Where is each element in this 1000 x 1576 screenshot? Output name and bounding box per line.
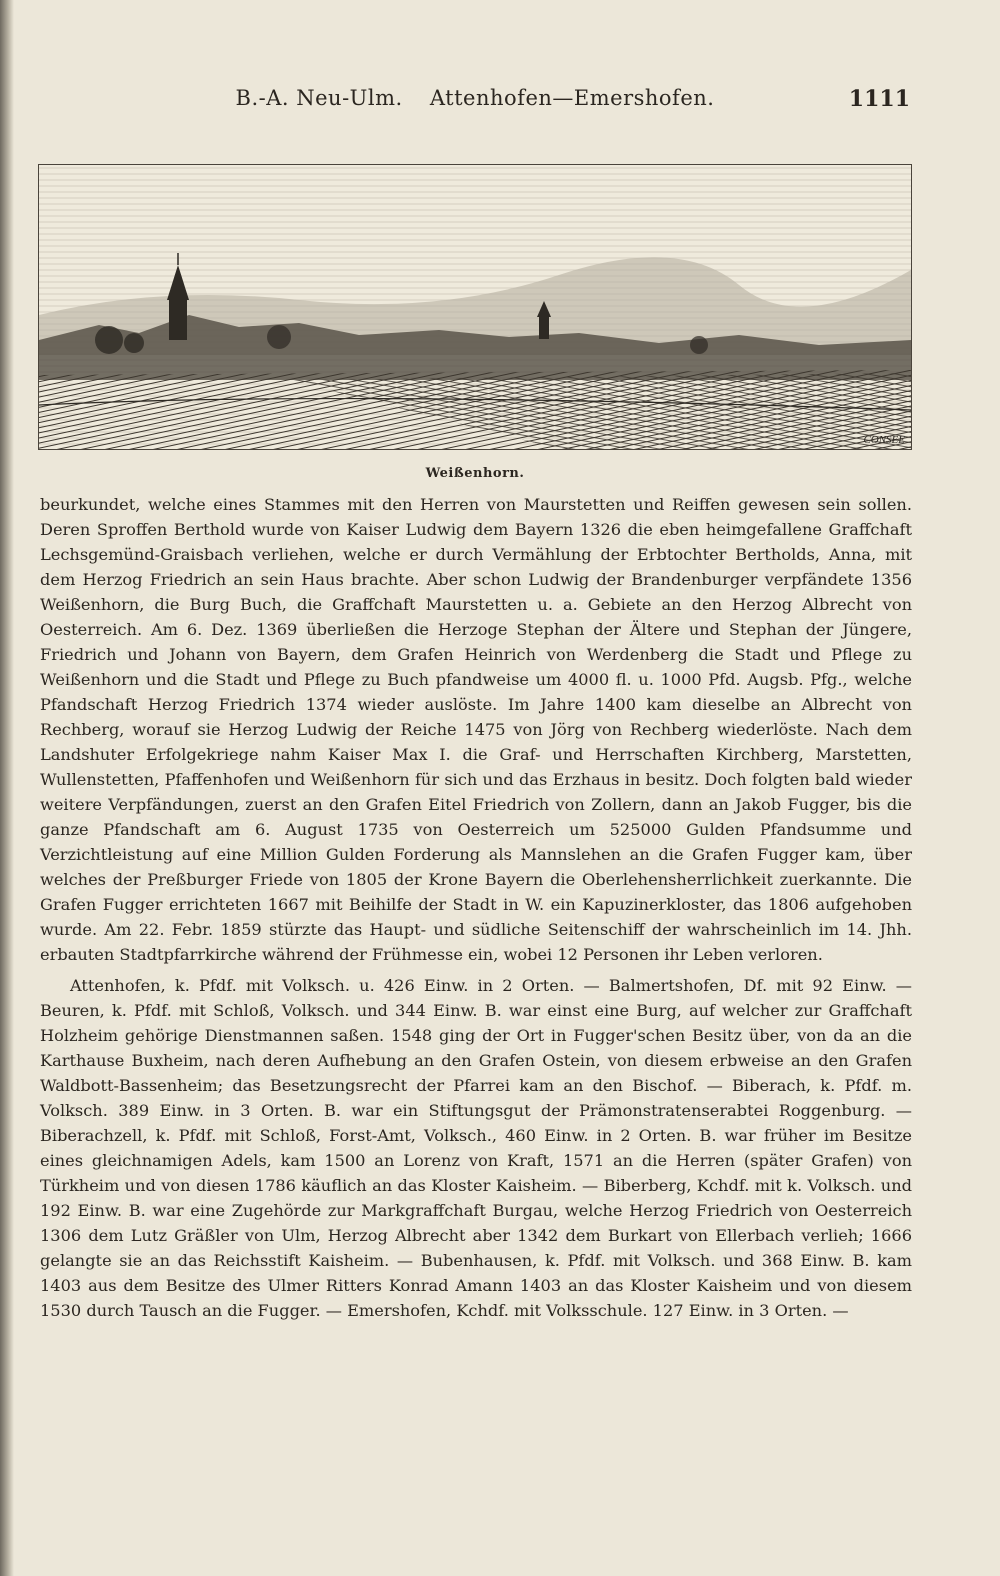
figure-caption: Weißenhorn.: [425, 466, 525, 481]
landscape-engraving: [39, 165, 911, 449]
paragraph: beurkundet, welche eines Stammes mit den Herren von Maurstetten und Reiffen gewesen sein sollen. Deren Sproffen Berthold wurde von Kaiser Ludwig dem Bayern 1326 die eben heimgefallene Graffchaft Lechsgemünd-Graisbach verliehen, welche er durch Vermählung der Erbtochter Bertholds, Anna, mit dem Herzog Friedrich an sein Haus brachte. Aber schon Ludwig der Brandenburger verpfändete 1356 Weißenhorn, die Burg Buch, die Graffchaft Maurstetten u. a. Gebiete an den Herzog Albrecht von Oesterreich. Am 6. Dez. 1369 überließen die Herzoge Stephan der Ältere und Stephan der Jüngere, Friedrich und Johann von Bayern, dem Grafen Heinrich von Werdenberg die Stadt und Pflege zu Weißenhorn und die Stadt und Pflege zu Buch pfandweise um 4000 fl. u. 1000 Pfd. Augsb. Pfg., welche Pfandschaft Herzog Friedrich 1374 wieder auslöste. Im Jahre 1400 kam dieselbe an Albrecht von Rechberg, worauf sie Herzog Ludwig der Reiche 1475 von Jörg von Rechberg wiederlöste. Nach dem Landshuter Erfolgekriege nahm Kaiser Max I. die Graf- und Herrschaften Kirchberg, Marstetten, Wullenstetten, Pfaffenhofen und Weißenhorn für sich und das Erzhaus in besitz. Doch folgten bald wieder weitere Verpfändungen, zuerst an den Grafen Eitel Friedrich von Zollern, dann an Jakob Fugger, bis die ganze Pfandschaft am 6. August 1735 von Oesterreich um 525000 Gulden Pfandsumme und Verzichtleistung auf eine Million Gulden Forderung als Mannslehen an die Grafen Fugger kam, über welches der Preßburger Friede von 1805 der Krone Bayern die Oberlehensherrlichkeit zuerkannte. Die Grafen Fugger errichteten 1667 mit Beihilfe der Stadt in W. ein Kapuzinerkloster, das 1806 aufgehoben wurde. Am 22. Febr. 1859 stürzte das Haupt- und südliche Seitenschiff der wahrscheinlich im 14. Jhh. erbauten Stadtpfarrkirche während der Frühmesse ein, wobei 12 Personen ihr Leben verloren.: [40, 495, 912, 964]
running-header: [40, 86, 910, 122]
page-number: 1111: [848, 86, 910, 112]
book-spine-shadow: [0, 0, 14, 1576]
header-district: B.-A. Neu-Ulm.: [235, 86, 403, 110]
body-text: [40, 492, 912, 1323]
artist-signature: CONSEE: [863, 434, 905, 446]
paragraph: Attenhofen, k. Pfdf. mit Volksch. u. 426 Einw. in 2 Orten. — Balmertshofen, Df. mit 92 Einw. — Beuren, k. Pfdf. mit Schloß, Volksch. und 344 Einw. B. war einst eine Burg, auf welcher zur Graffchaft Holzheim gehörige Dienstmannen saßen. 1548 ging der Ort in Fugger'schen Besitz über, von da an die Karthause Buxheim, nach deren Aufhebung an den Grafen Ostein, von diesem erbweise an den Grafen Waldbott-Bassenheim; das Besetzungsrecht der Pfarrei kam an den Bischof. — Biberach, k. Pfdf. m. Volksch. 389 Einw. in 3 Orten. B. war ein Stiftungsgut der Prämonstratenserabtei Roggenburg. — Biberachzell, k. Pfdf. mit Schloß, Forst-Amt, Volksch., 460 Einw. in 2 Orten. B. war früher im Besitze eines gleichnamigen Adels, kam 1500 an Lorenz von Kraft, 1571 an die Herren (später Grafen) von Türkheim und von diesen 1786 käuflich an das Kloster Kaisheim. — Biberberg, Kchdf. mit k. Volksch. und 192 Einw. B. war eine Zugehörde zur Markgraffchaft Burgau, welche Herzog Friedrich von Oesterreich 1306 dem Lutz Gräßler von Ulm, Herzog Albrecht aber 1342 dem Burkart von Ellerbach verlieh; 1666 gelangte sie an das Reichsstift Kaisheim. — Bubenhausen, k. Pfdf. mit Volksch. und 368 Einw. B. kam 1403 aus dem Besitze des Ulmer Ritters Konrad Amann 1403 an das Kloster Kaisheim und von diesem 1530 durch Tausch an die Fugger. — Emershofen, Kchdf. mit Volksschule. 127 Einw. in 3 Orten. —: [40, 976, 912, 1320]
header-title: [40, 86, 910, 110]
town-illustration: [38, 164, 912, 450]
header-range: Attenhofen—Emershofen.: [429, 86, 715, 110]
